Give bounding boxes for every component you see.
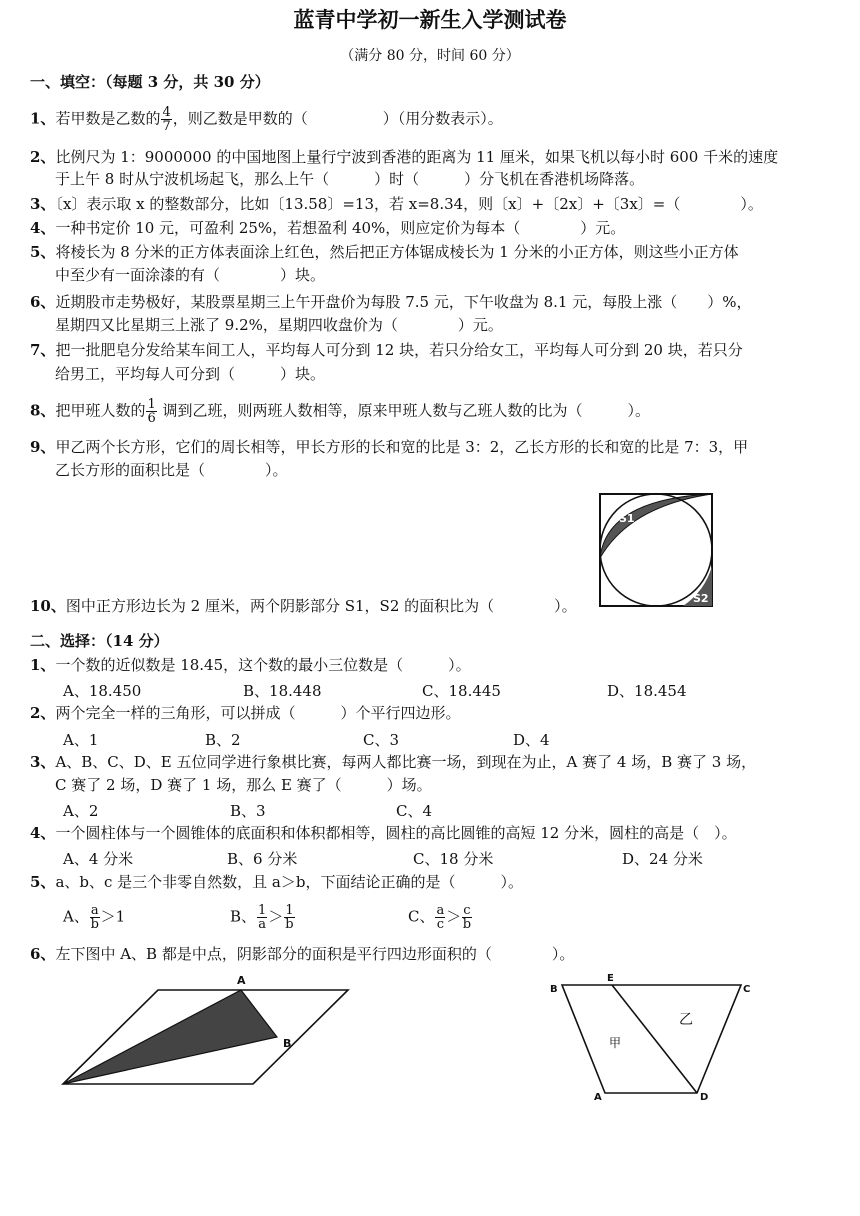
q2-5-option-c <box>408 904 473 931</box>
q2-2-option-a: A、1 <box>63 731 99 749</box>
label-point-a: A <box>594 1092 602 1103</box>
q1-10-num: 10、 <box>30 597 66 615</box>
fraction-numerator: 1 <box>285 903 294 918</box>
q2-6 <box>30 944 574 964</box>
q1-9-line2: 乙长方形的面积比是（ ）。 <box>55 461 288 479</box>
option-c-fraction-2 <box>462 904 471 931</box>
option-a-label: A、 <box>63 907 89 926</box>
q1-6-line1 <box>30 292 751 312</box>
q1-7-line2: 给男工，平均每人可分到（ ）块。 <box>55 365 326 383</box>
q1-5-line1 <box>30 242 739 262</box>
q1-8-text-b: 调到乙班，则两班人数相等，原来甲班人数与乙班人数的比为（ ）。 <box>157 401 651 420</box>
q1-3-text: 〔x〕表示取 x 的整数部分，比如〔13.58〕=13，若 x=8.34，则〔x〕+〔2x〕+〔3x〕=（ ）。 <box>55 195 763 213</box>
label-point-e: E <box>607 973 614 984</box>
q1-2-line1 <box>30 147 778 167</box>
page-subtitle: （满分 80 分，时间 60 分） <box>340 48 520 64</box>
label-point-c: C <box>743 984 751 995</box>
q2-5-option-b <box>230 904 296 931</box>
q1-9-text1: 甲乙两个长方形，它们的周长相等，甲长方形的长和宽的比是 3：2，乙长方形的长和宽的比是 7：3，甲 <box>55 438 749 456</box>
fraction-denominator: a <box>258 917 267 932</box>
q1-7-text1: 把一批肥皂分发给某车间工人，平均每人可分到 12 块，若只分给女工，平均每人可分到 20 块，若只分 <box>55 341 743 359</box>
q2-5-text: a、b、c 是三个非零自然数，且 a＞b，下面结论正确的是（ ）。 <box>55 873 523 891</box>
q2-6-num: 6、 <box>30 945 56 963</box>
q1-9-line1 <box>30 437 748 457</box>
q1-8 <box>30 398 650 425</box>
fraction-denominator: b <box>285 917 294 932</box>
q1-7-num: 7、 <box>30 341 56 359</box>
q2-2 <box>30 703 460 723</box>
q2-1-text: 一个数的近似数是 18.45，这个数的最小三位数是（ ）。 <box>55 656 471 674</box>
q2-3-line2: C 赛了 2 场，D 赛了 1 场，那么 E 赛了（ ）场。 <box>55 776 432 794</box>
option-c-relation: ＞ <box>446 907 462 926</box>
q1-8-text-a: 把甲班人数的 <box>55 401 146 420</box>
q1-6-line2: 星期四又比星期三上涨了 9.2%，星期四收盘价为（ ）元。 <box>55 316 503 334</box>
q1-4 <box>30 218 625 238</box>
option-c-fraction-1 <box>435 904 445 931</box>
q2-2-option-d: D、4 <box>513 731 550 749</box>
fraction-numerator: a <box>436 903 445 918</box>
trapezoid-outline <box>562 985 741 1093</box>
label-point-d: D <box>700 1092 709 1103</box>
q1-8-num: 8、 <box>30 401 56 420</box>
label-region-jia: 甲 <box>609 1036 622 1050</box>
q2-2-num: 2、 <box>30 704 56 722</box>
q1-10-text: 图中正方形边长为 2 厘米，两个阴影部分 S1，S2 的面积比为（ ）。 <box>65 597 577 615</box>
label-point-b: B <box>283 1037 292 1050</box>
q2-3-option-c: C、4 <box>396 802 433 820</box>
fraction-numerator: c <box>463 903 471 918</box>
q1-5-line2: 中至少有一面涂漆的有（ ）块。 <box>55 266 326 284</box>
q1-10-square-circle-figure <box>595 491 717 609</box>
q2-4-option-d: D、24 分米 <box>622 850 703 868</box>
q2-1-num: 1、 <box>30 656 56 674</box>
fraction-numerator: 4 <box>162 105 171 120</box>
fraction-numerator: 1 <box>258 903 267 918</box>
option-b-fraction-1 <box>257 904 267 931</box>
q1-10 <box>30 596 577 616</box>
segment-ed <box>612 985 697 1093</box>
option-b-fraction-2 <box>284 904 294 931</box>
q1-2-num: 2、 <box>30 148 56 166</box>
fraction-denominator: b <box>90 917 99 932</box>
q2-1-option-a: A、18.450 <box>63 682 142 700</box>
q1-3 <box>30 194 763 214</box>
q2-3-option-a: A、2 <box>63 802 99 820</box>
q2-3-option-b: B、3 <box>230 802 266 820</box>
fraction-numerator: 1 <box>147 397 156 412</box>
fraction-denominator: 6 <box>147 411 156 426</box>
q1-5-text1: 将棱长为 8 分米的正方体表面涂上红色，然后把正方体锯成棱长为 1 分米的小正方体，则这些小正方体 <box>55 243 739 261</box>
q1-3-num: 3、 <box>30 195 56 213</box>
q2-3-line1 <box>30 752 756 772</box>
label-point-a: A <box>237 974 246 987</box>
q2-6-parallelogram-figure <box>55 970 355 1090</box>
q2-3-num: 3、 <box>30 753 56 771</box>
q2-5-option-a <box>63 904 125 931</box>
option-a-relation: ＞1 <box>100 907 126 926</box>
section1-heading: 一、填空：（每题 3 分，共 30 分） <box>30 73 270 91</box>
q1-1-text-b: ，则乙数是甲数的（ ）（用分数表示）。 <box>172 109 503 128</box>
q1-6-text1: 近期股市走势极好，某股票星期三上午开盘价为每股 7.5 元，下午收盘为 8.1 元，每股上涨（ ）%， <box>55 293 752 311</box>
q2-6-text: 左下图中 A、B 都是中点，阴影部分的面积是平行四边形面积的（ ）。 <box>55 945 575 963</box>
q1-8-fraction <box>146 398 156 425</box>
q1-2-line2: 于上午 8 时从宁波机场起飞，那么上午（ ）时（ ）分飞机在香港机场降落。 <box>55 170 645 188</box>
q1-1 <box>30 106 503 133</box>
q2-2-text: 两个完全一样的三角形，可以拼成（ ）个平行四边形。 <box>55 704 461 722</box>
q1-9-num: 9、 <box>30 438 56 456</box>
q2-6-trapezoid-figure <box>545 970 760 1105</box>
option-a-fraction <box>90 904 100 931</box>
q2-5 <box>30 872 523 892</box>
q2-3-text1: A、B、C、D、E 五位同学进行象棋比赛，每两人都比赛一场，到现在为止，A 赛了 4 场，B 赛了 3 场， <box>55 753 757 771</box>
q1-7-line1 <box>30 340 743 360</box>
fraction-numerator: a <box>90 903 99 918</box>
q2-4 <box>30 823 737 843</box>
q2-1-option-d: D、18.454 <box>607 682 687 700</box>
shaded-triangle <box>63 990 277 1084</box>
q2-4-num: 4、 <box>30 824 56 842</box>
q1-2-text1: 比例尺为 1：9000000 的中国地图上量行宁波到香港的距离为 11 厘米，如果飞机以每小时 600 千米的速度 <box>55 148 779 166</box>
q2-2-option-c: C、3 <box>363 731 400 749</box>
q1-1-fraction <box>161 106 171 133</box>
option-b-relation: ＞ <box>268 907 284 926</box>
page-title: 蓝青中学初一新生入学测试卷 <box>293 7 567 32</box>
label-s1: S1 <box>619 512 635 525</box>
label-region-yi: 乙 <box>679 1012 693 1028</box>
q1-6-num: 6、 <box>30 293 56 311</box>
q1-4-text: 一种书定价 10 元，可盈利 25%，若想盈利 40%，则应定价为每本（ ）元。 <box>55 219 626 237</box>
option-b-label: B、 <box>230 907 257 926</box>
option-c-label: C、 <box>408 907 435 926</box>
q2-2-option-b: B、2 <box>205 731 241 749</box>
figure-circle <box>600 494 712 606</box>
q2-1-option-b: B、18.448 <box>243 682 322 700</box>
q2-1 <box>30 655 471 675</box>
q2-5-num: 5、 <box>30 873 56 891</box>
label-point-b: B <box>550 984 558 995</box>
q2-1-option-c: C、18.445 <box>422 682 501 700</box>
q2-4-option-b: B、6 分米 <box>227 850 298 868</box>
q1-5-num: 5、 <box>30 243 56 261</box>
q2-4-text: 一个圆柱体与一个圆锥体的底面积和体积都相等，圆柱的高比圆锥的高短 12 分米，圆柱的高是（ ）。 <box>55 824 737 842</box>
shaded-region-s1 <box>600 494 712 558</box>
q2-4-option-c: C、18 分米 <box>413 850 494 868</box>
q2-4-option-a: A、4 分米 <box>63 850 134 868</box>
label-s2: S2 <box>693 592 709 605</box>
fraction-denominator: b <box>462 917 472 932</box>
fraction-denominator: c <box>436 917 444 932</box>
q1-1-text-a: 若甲数是乙数的 <box>55 109 161 128</box>
q1-1-num: 1、 <box>30 109 56 128</box>
q1-4-num: 4、 <box>30 219 56 237</box>
section2-heading: 二、选择：（14 分） <box>30 632 169 650</box>
fraction-denominator: 7 <box>162 119 171 134</box>
